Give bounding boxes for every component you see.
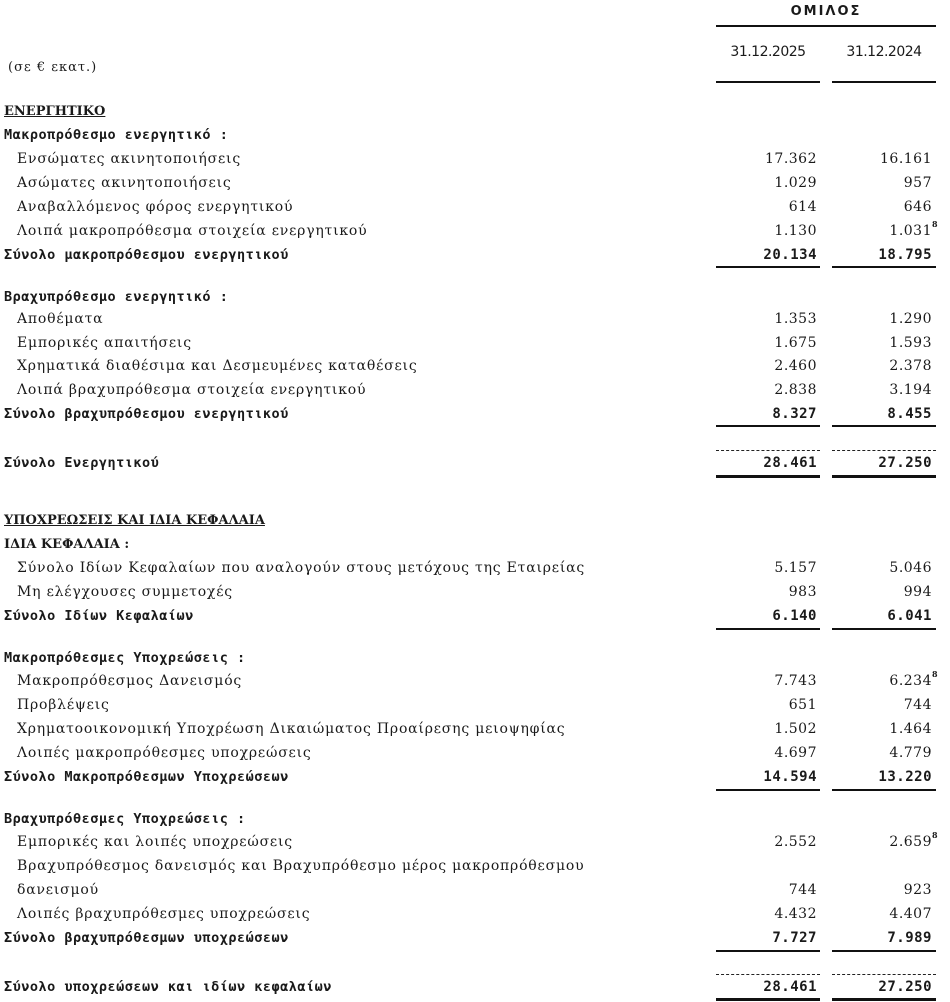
- grand-total-2025: 28.461: [763, 455, 817, 471]
- value-2024: 1.031: [889, 223, 932, 239]
- value-2025: 2.552: [774, 834, 817, 850]
- column-header-2025: 31.12.2025: [730, 44, 806, 60]
- grand-total-2024: 27.250: [878, 979, 932, 995]
- subsection-header-row: [0, 534, 950, 558]
- column-2025-underline: [716, 81, 820, 83]
- row-label: Λοιπά βραχυπρόθεσμα στοιχεία ενεργητικού: [17, 382, 367, 398]
- total-row: [0, 927, 950, 951]
- grand-total-underline: [832, 475, 936, 478]
- grand-total-label: Σύνολο Ενεργητικού: [4, 455, 160, 471]
- row-label-continuation: δανεισμού: [17, 882, 99, 898]
- total-row: [0, 403, 950, 427]
- value-2024: 4.407: [889, 906, 932, 922]
- grand-total-dashed-line: [832, 974, 936, 975]
- value-2024: 3.194: [889, 382, 932, 398]
- value-2024: 1.464: [889, 721, 932, 737]
- row-label: Εμπορικές απαιτήσεις: [17, 335, 192, 351]
- value-2025: 983: [788, 584, 817, 600]
- total-2025: 14.594: [763, 769, 817, 785]
- table-row: [0, 196, 950, 220]
- value-2025: 1.502: [774, 721, 817, 737]
- total-row: [0, 244, 950, 268]
- value-2025: 1.675: [774, 335, 817, 351]
- total-row: [0, 605, 950, 629]
- grand-total-2024: 27.250: [878, 455, 932, 471]
- row-label: Χρηματικά διαθέσιμα και Δεσμευμένες καταθέσεις: [17, 358, 418, 374]
- total-underline: [716, 266, 820, 268]
- value-2025: 1.130: [774, 223, 817, 239]
- table-row: [0, 903, 950, 927]
- subsection-header-row: [0, 286, 950, 310]
- row-label: Σύνολο Ιδίων Κεφαλαίων που αναλογούν στους μετόχους της Εταιρείας: [17, 560, 586, 576]
- total-row: [0, 766, 950, 790]
- total-2025: 20.134: [763, 247, 817, 263]
- table-row: [0, 855, 950, 879]
- value-2024: 957: [903, 175, 932, 191]
- row-label: Βραχυπρόθεσμος δανεισμός και Βραχυπρόθεσμο μέρος μακροπρόθεσμου: [17, 858, 585, 874]
- table-row: [0, 581, 950, 605]
- value-2024: 2.378: [889, 358, 932, 374]
- grand-total-label: Σύνολο υποχρεώσεων και ιδίων κεφαλαίων: [4, 979, 332, 995]
- group-column-title: ΟΜΙΛΟΣ: [790, 4, 862, 19]
- row-label: Λοιπά μακροπρόθεσμα στοιχεία ενεργητικού: [17, 223, 368, 239]
- non-current-assets-header: Μακροπρόθεσμο ενεργητικό :: [4, 127, 229, 143]
- value-2024: 6.234: [889, 673, 932, 689]
- total-underline: [716, 425, 820, 427]
- value-2025: 2.838: [774, 382, 817, 398]
- value-2024: 4.779: [889, 745, 932, 761]
- value-2024: 744: [903, 697, 932, 713]
- table-row: [0, 379, 950, 403]
- subsection-header-row: [0, 124, 950, 148]
- subsection-header-row: [0, 808, 950, 832]
- total-2024: 8.455: [887, 406, 932, 422]
- current-liabilities-header: Βραχυπρόθεσμες Υποχρεώσεις :: [4, 811, 246, 827]
- row-label: Μακροπρόθεσμος Δανεισμός: [17, 673, 243, 689]
- total-underline: [832, 628, 936, 630]
- value-2025: 2.460: [774, 358, 817, 374]
- total-label: Σύνολο μακροπρόθεσμου ενεργητικού: [4, 247, 289, 263]
- total-label: Σύνολο βραχυπρόθεσμου ενεργητικού: [4, 406, 289, 422]
- total-2024: 13.220: [878, 769, 932, 785]
- row-label: Λοιπές βραχυπρόθεσμες υποχρεώσεις: [17, 906, 311, 922]
- assets-title: ΕΝΕΡΓΗΤΙΚΟ: [4, 104, 106, 119]
- grand-total-2025: 28.461: [763, 979, 817, 995]
- value-2025: 614: [788, 199, 817, 215]
- footnote-marker: 8: [932, 219, 938, 229]
- total-underline: [832, 789, 936, 791]
- total-2025: 8.327: [772, 406, 817, 422]
- value-2024: 2.659: [889, 834, 932, 850]
- value-2025: 4.432: [774, 906, 817, 922]
- value-2025: 1.029: [774, 175, 817, 191]
- row-label: Ενσώματες ακινητοποιήσεις: [17, 151, 241, 167]
- current-assets-header: Βραχυπρόθεσμο ενεργητικό :: [4, 289, 229, 305]
- table-row: [0, 148, 950, 172]
- total-underline: [832, 266, 936, 268]
- total-2024: 6.041: [887, 608, 932, 624]
- grand-total-dashed-line: [716, 974, 820, 975]
- total-underline: [716, 950, 820, 952]
- table-row: [0, 332, 950, 356]
- value-2024: 646: [903, 199, 932, 215]
- total-2024: 18.795: [878, 247, 932, 263]
- grand-total-underline: [716, 475, 820, 478]
- subsection-header-row: [0, 647, 950, 671]
- group-header-underline: [716, 25, 936, 27]
- value-2024: 16.161: [880, 151, 932, 167]
- total-underline: [716, 628, 820, 630]
- row-label: Προβλέψεις: [17, 697, 110, 713]
- table-row-continuation: [0, 879, 950, 903]
- total-label: Σύνολο βραχυπρόθεσμων υποχρεώσεων: [4, 930, 289, 946]
- total-label: Σύνολο Ιδίων Κεφαλαίων: [4, 608, 194, 624]
- column-header-2024: 31.12.2024: [846, 44, 922, 60]
- value-2025: 744: [788, 882, 817, 898]
- footnote-marker: 8: [932, 830, 938, 840]
- table-row: [0, 694, 950, 718]
- total-underline: [716, 789, 820, 791]
- grand-total-row: [0, 976, 950, 1000]
- value-2025: 1.353: [774, 311, 817, 327]
- value-2025: 7.743: [774, 673, 817, 689]
- value-2024: 1.593: [889, 335, 932, 351]
- table-row: [0, 220, 950, 244]
- value-2025: 5.157: [774, 560, 817, 576]
- value-2024: 1.290: [889, 311, 932, 327]
- column-2024-underline: [832, 81, 936, 83]
- grand-total-dashed-line: [716, 450, 820, 451]
- total-2024: 7.989: [887, 930, 932, 946]
- section-title-row: [0, 510, 950, 534]
- footnote-marker: 8: [932, 669, 938, 679]
- total-2025: 6.140: [772, 608, 817, 624]
- grand-total-dashed-line: [832, 450, 936, 451]
- grand-total-underline: [716, 998, 820, 1001]
- total-label: Σύνολο Μακροπρόθεσμων Υποχρεώσεων: [4, 769, 289, 785]
- table-row: [0, 355, 950, 379]
- value-2024: 994: [903, 584, 932, 600]
- row-label: Μη ελέγχουσες συμμετοχές: [17, 584, 233, 600]
- row-label: Χρηματοοικονομική Υποχρέωση Δικαιώματος Προαίρεσης μειοψηφίας: [17, 721, 566, 737]
- table-row: [0, 718, 950, 742]
- non-current-liabilities-header: Μακροπρόθεσμες Υποχρεώσεις :: [4, 650, 246, 666]
- grand-total-underline: [832, 998, 936, 1001]
- section-title-row: [0, 101, 950, 125]
- row-label: Αναβαλλόμενος φόρος ενεργητικού: [17, 199, 294, 215]
- table-row: [0, 557, 950, 581]
- value-2025: 651: [788, 697, 817, 713]
- value-2025: 4.697: [774, 745, 817, 761]
- table-row: [0, 172, 950, 196]
- row-label: Ασώματες ακινητοποιήσεις: [17, 175, 232, 191]
- table-row: [0, 831, 950, 855]
- row-label: Εμπορικές και λοιπές υποχρεώσεις: [17, 834, 293, 850]
- value-2025: 17.362: [765, 151, 817, 167]
- unit-label: (σε € εκατ.): [8, 60, 98, 75]
- equity-header: ΙΔΙΑ ΚΕΦΑΛΑΙΑ :: [4, 537, 130, 552]
- liabilities-title: ΥΠΟΧΡΕΩΣΕΙΣ ΚΑΙ ΙΔΙΑ ΚΕΦΑΛΑΙΑ: [4, 513, 265, 528]
- total-underline: [832, 425, 936, 427]
- value-2024: 5.046: [889, 560, 932, 576]
- table-row: [0, 308, 950, 332]
- grand-total-row: [0, 452, 950, 476]
- row-label: Αποθέματα: [17, 311, 104, 327]
- value-2024: 923: [903, 882, 932, 898]
- total-2025: 7.727: [772, 930, 817, 946]
- table-row: [0, 742, 950, 766]
- table-row: [0, 670, 950, 694]
- total-underline: [832, 950, 936, 952]
- row-label: Λοιπές μακροπρόθεσμες υποχρεώσεις: [17, 745, 312, 761]
